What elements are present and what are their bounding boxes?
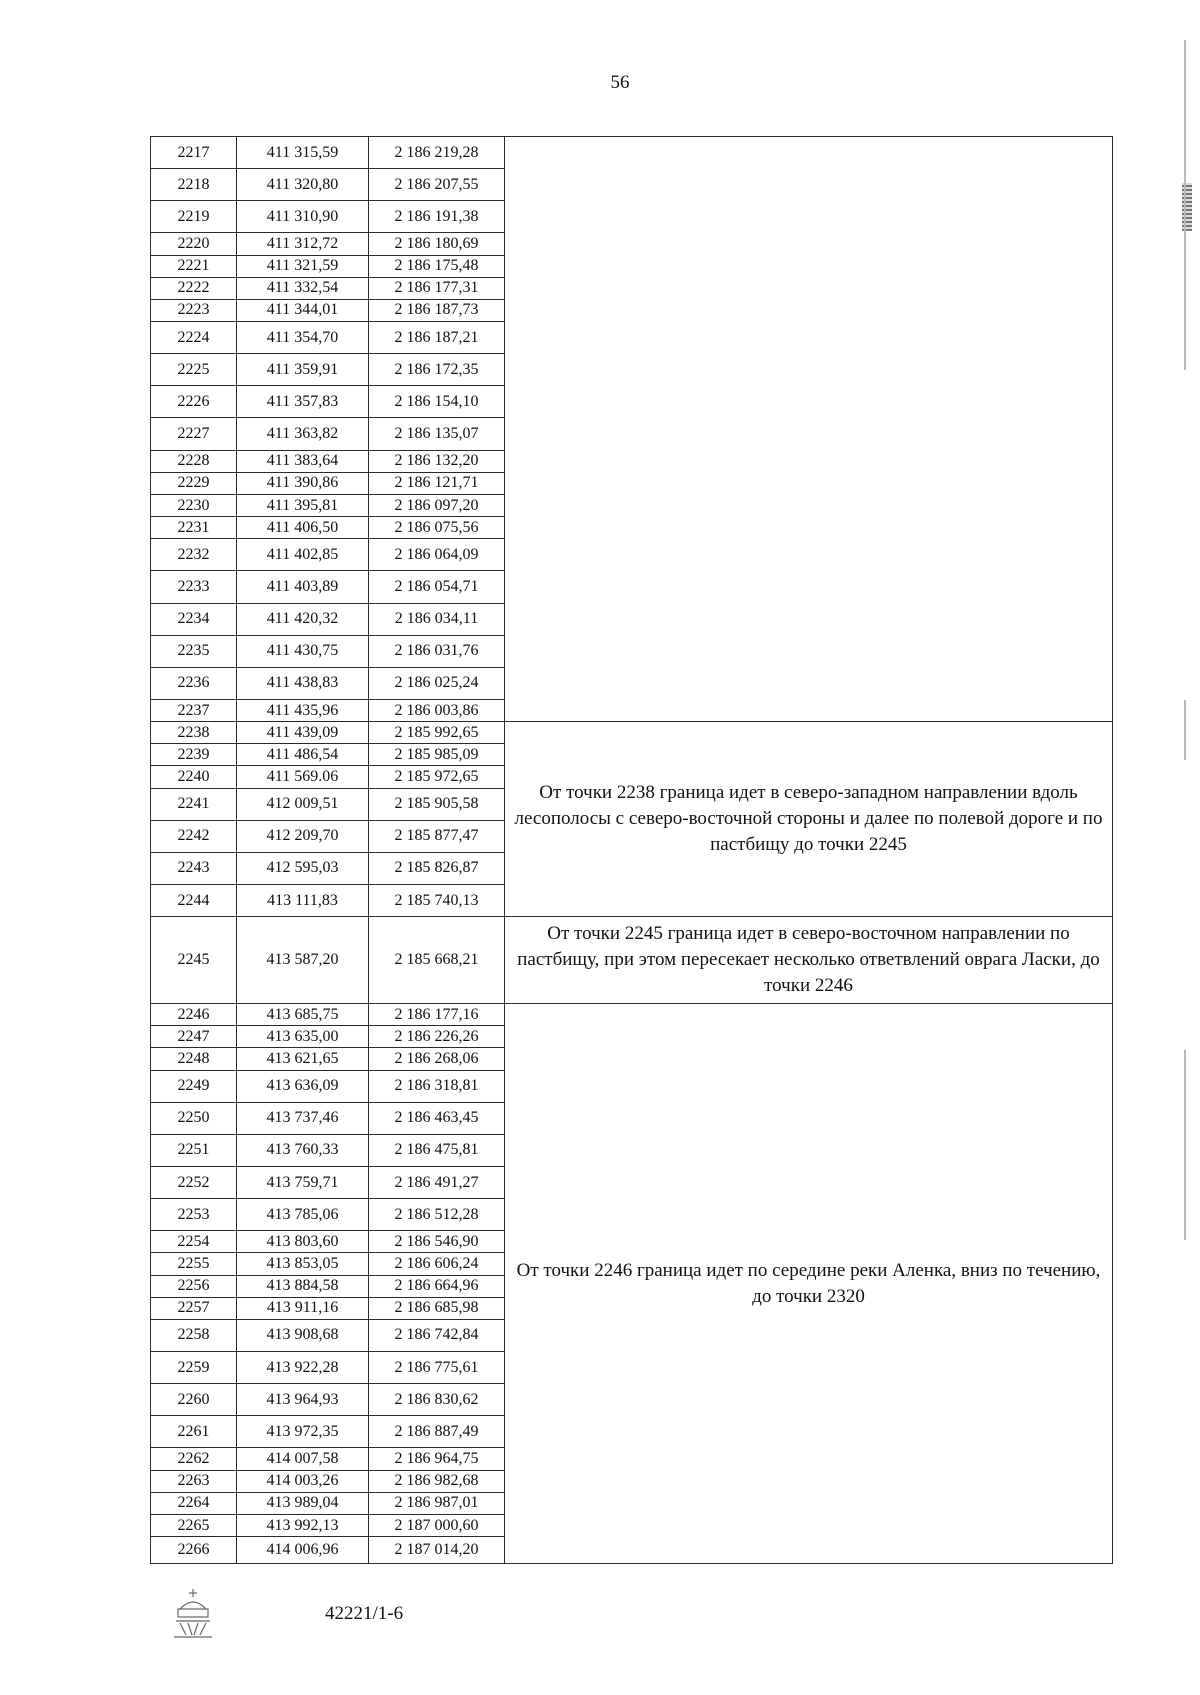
- x-coordinate-cell: 411 359,91: [237, 354, 369, 386]
- y-coordinate-cell: 2 185 877,47: [369, 820, 505, 852]
- x-coordinate-cell: 411 430,75: [237, 635, 369, 667]
- point-number-cell: 2237: [151, 699, 237, 721]
- point-number-cell: 2241: [151, 788, 237, 820]
- point-number-cell: 2240: [151, 766, 237, 788]
- scan-edge-mark: [1184, 1050, 1186, 1240]
- point-number-cell: 2244: [151, 884, 237, 916]
- x-coordinate-cell: 411 363,82: [237, 418, 369, 450]
- point-number-cell: 2256: [151, 1275, 237, 1297]
- x-coordinate-cell: 411 420,32: [237, 603, 369, 635]
- point-number-cell: 2235: [151, 635, 237, 667]
- point-number-cell: 2255: [151, 1253, 237, 1275]
- y-coordinate-cell: 2 186 546,90: [369, 1231, 505, 1253]
- point-number-cell: 2253: [151, 1199, 237, 1231]
- y-coordinate-cell: 2 185 668,21: [369, 917, 505, 1004]
- scan-edge-mark: [1184, 700, 1186, 760]
- x-coordinate-cell: 412 009,51: [237, 788, 369, 820]
- y-coordinate-cell: 2 186 025,24: [369, 667, 505, 699]
- table-row: [151, 917, 1113, 1004]
- y-coordinate-cell: 2 186 177,31: [369, 277, 505, 299]
- y-coordinate-cell: 2 186 830,62: [369, 1384, 505, 1416]
- x-coordinate-cell: 411 332,54: [237, 277, 369, 299]
- point-number-cell: 2245: [151, 917, 237, 1004]
- y-coordinate-cell: 2 186 154,10: [369, 386, 505, 418]
- point-number-cell: 2226: [151, 386, 237, 418]
- x-coordinate-cell: 414 007,58: [237, 1448, 369, 1470]
- point-number-cell: 2234: [151, 603, 237, 635]
- point-number-cell: 2257: [151, 1297, 237, 1319]
- x-coordinate-cell: 414 003,26: [237, 1470, 369, 1492]
- point-number-cell: 2233: [151, 571, 237, 603]
- boundary-description-cell: От точки 2245 граница идет в северо-восточном направлении по пастбищу, при этом пересекает несколько ответвлений оврага Ласки, до точки 2246: [505, 917, 1113, 1004]
- point-number-cell: 2248: [151, 1048, 237, 1070]
- table-row: [151, 722, 1113, 744]
- point-number-cell: 2262: [151, 1448, 237, 1470]
- y-coordinate-cell: 2 186 187,21: [369, 322, 505, 354]
- y-coordinate-cell: 2 186 685,98: [369, 1297, 505, 1319]
- point-number-cell: 2259: [151, 1352, 237, 1384]
- x-coordinate-cell: 411 344,01: [237, 299, 369, 321]
- point-number-cell: 2247: [151, 1026, 237, 1048]
- x-coordinate-cell: 411 321,59: [237, 255, 369, 277]
- y-coordinate-cell: 2 185 972,65: [369, 766, 505, 788]
- point-number-cell: 2249: [151, 1070, 237, 1102]
- y-coordinate-cell: 2 187 014,20: [369, 1537, 505, 1564]
- y-coordinate-cell: 2 186 268,06: [369, 1048, 505, 1070]
- point-number-cell: 2229: [151, 472, 237, 494]
- y-coordinate-cell: 2 186 742,84: [369, 1319, 505, 1351]
- x-coordinate-cell: 413 922,28: [237, 1352, 369, 1384]
- x-coordinate-cell: 411 438,83: [237, 667, 369, 699]
- x-coordinate-cell: 413 785,06: [237, 1199, 369, 1231]
- x-coordinate-cell: 412 595,03: [237, 852, 369, 884]
- boundary-coordinates-table: [150, 136, 1113, 1564]
- x-coordinate-cell: 413 635,00: [237, 1026, 369, 1048]
- y-coordinate-cell: 2 186 075,56: [369, 517, 505, 539]
- y-coordinate-cell: 2 186 207,55: [369, 169, 505, 201]
- y-coordinate-cell: 2 186 887,49: [369, 1416, 505, 1448]
- y-coordinate-cell: 2 186 172,35: [369, 354, 505, 386]
- point-number-cell: 2252: [151, 1167, 237, 1199]
- x-coordinate-cell: 411 354,70: [237, 322, 369, 354]
- x-coordinate-cell: 411 439,09: [237, 722, 369, 744]
- x-coordinate-cell: 413 964,93: [237, 1384, 369, 1416]
- point-number-cell: 2230: [151, 494, 237, 516]
- point-number-cell: 2236: [151, 667, 237, 699]
- x-coordinate-cell: 411 406,50: [237, 517, 369, 539]
- y-coordinate-cell: 2 186 664,96: [369, 1275, 505, 1297]
- x-coordinate-cell: 413 853,05: [237, 1253, 369, 1275]
- x-coordinate-cell: 413 989,04: [237, 1492, 369, 1514]
- x-coordinate-cell: 411 403,89: [237, 571, 369, 603]
- y-coordinate-cell: 2 186 987,01: [369, 1492, 505, 1514]
- emblem-logo: [168, 1585, 218, 1641]
- y-coordinate-cell: 2 186 132,20: [369, 450, 505, 472]
- y-coordinate-cell: 2 186 191,38: [369, 201, 505, 233]
- point-number-cell: 2221: [151, 255, 237, 277]
- y-coordinate-cell: 2 186 034,11: [369, 603, 505, 635]
- x-coordinate-cell: 411 312,72: [237, 233, 369, 255]
- y-coordinate-cell: 2 186 318,81: [369, 1070, 505, 1102]
- point-number-cell: 2232: [151, 539, 237, 571]
- x-coordinate-cell: 411 310,90: [237, 201, 369, 233]
- point-number-cell: 2264: [151, 1492, 237, 1514]
- point-number-cell: 2219: [151, 201, 237, 233]
- x-coordinate-cell: 411 569.06: [237, 766, 369, 788]
- boundary-description-cell: [505, 137, 1113, 722]
- point-number-cell: 2223: [151, 299, 237, 321]
- x-coordinate-cell: 413 621,65: [237, 1048, 369, 1070]
- y-coordinate-cell: 2 186 097,20: [369, 494, 505, 516]
- x-coordinate-cell: 412 209,70: [237, 820, 369, 852]
- x-coordinate-cell: 411 435,96: [237, 699, 369, 721]
- point-number-cell: 2250: [151, 1102, 237, 1134]
- point-number-cell: 2246: [151, 1004, 237, 1026]
- point-number-cell: 2260: [151, 1384, 237, 1416]
- x-coordinate-cell: 413 111,83: [237, 884, 369, 916]
- x-coordinate-cell: 413 992,13: [237, 1514, 369, 1536]
- x-coordinate-cell: 413 685,75: [237, 1004, 369, 1026]
- boundary-description-cell: От точки 2246 граница идет по середине реки Аленка, вниз по течению, до точки 2320: [505, 1004, 1113, 1564]
- point-number-cell: 2254: [151, 1231, 237, 1253]
- x-coordinate-cell: 411 486,54: [237, 744, 369, 766]
- y-coordinate-cell: 2 187 000,60: [369, 1514, 505, 1536]
- boundary-description-cell: От точки 2238 граница идет в северо-западном направлении вдоль лесополосы с северо-восточной стороны и далее по полевой дороге и по пастбищу до точки 2245: [505, 722, 1113, 917]
- y-coordinate-cell: 2 185 905,58: [369, 788, 505, 820]
- x-coordinate-cell: 414 006,96: [237, 1537, 369, 1564]
- point-number-cell: 2263: [151, 1470, 237, 1492]
- y-coordinate-cell: 2 186 121,71: [369, 472, 505, 494]
- document-code: 42221/1-6: [325, 1603, 404, 1624]
- y-coordinate-cell: 2 186 512,28: [369, 1199, 505, 1231]
- x-coordinate-cell: 411 315,59: [237, 137, 369, 169]
- x-coordinate-cell: 413 760,33: [237, 1134, 369, 1166]
- y-coordinate-cell: 2 186 135,07: [369, 418, 505, 450]
- y-coordinate-cell: 2 186 054,71: [369, 571, 505, 603]
- point-number-cell: 2265: [151, 1514, 237, 1536]
- x-coordinate-cell: 411 320,80: [237, 169, 369, 201]
- y-coordinate-cell: 2 186 031,76: [369, 635, 505, 667]
- y-coordinate-cell: 2 186 463,45: [369, 1102, 505, 1134]
- x-coordinate-cell: 411 395,81: [237, 494, 369, 516]
- point-number-cell: 2261: [151, 1416, 237, 1448]
- y-coordinate-cell: 2 186 064,09: [369, 539, 505, 571]
- y-coordinate-cell: 2 186 226,26: [369, 1026, 505, 1048]
- y-coordinate-cell: 2 186 187,73: [369, 299, 505, 321]
- y-coordinate-cell: 2 185 826,87: [369, 852, 505, 884]
- point-number-cell: 2225: [151, 354, 237, 386]
- x-coordinate-cell: 413 911,16: [237, 1297, 369, 1319]
- y-coordinate-cell: 2 186 180,69: [369, 233, 505, 255]
- point-number-cell: 2220: [151, 233, 237, 255]
- point-number-cell: 2242: [151, 820, 237, 852]
- point-number-cell: 2238: [151, 722, 237, 744]
- page-number: 56: [610, 72, 630, 93]
- y-coordinate-cell: 2 186 775,61: [369, 1352, 505, 1384]
- x-coordinate-cell: 413 884,58: [237, 1275, 369, 1297]
- point-number-cell: 2258: [151, 1319, 237, 1351]
- point-number-cell: 2218: [151, 169, 237, 201]
- y-coordinate-cell: 2 185 992,65: [369, 722, 505, 744]
- y-coordinate-cell: 2 186 982,68: [369, 1470, 505, 1492]
- x-coordinate-cell: 411 390,86: [237, 472, 369, 494]
- y-coordinate-cell: 2 186 219,28: [369, 137, 505, 169]
- y-coordinate-cell: 2 185 985,09: [369, 744, 505, 766]
- y-coordinate-cell: 2 186 606,24: [369, 1253, 505, 1275]
- table-row: [151, 1004, 1113, 1026]
- x-coordinate-cell: 411 383,64: [237, 450, 369, 472]
- x-coordinate-cell: 411 402,85: [237, 539, 369, 571]
- point-number-cell: 2239: [151, 744, 237, 766]
- x-coordinate-cell: 413 972,35: [237, 1416, 369, 1448]
- point-number-cell: 2266: [151, 1537, 237, 1564]
- x-coordinate-cell: 413 759,71: [237, 1167, 369, 1199]
- point-number-cell: 2224: [151, 322, 237, 354]
- x-coordinate-cell: 413 587,20: [237, 917, 369, 1004]
- x-coordinate-cell: 413 803,60: [237, 1231, 369, 1253]
- point-number-cell: 2217: [151, 137, 237, 169]
- y-coordinate-cell: 2 186 177,16: [369, 1004, 505, 1026]
- x-coordinate-cell: 413 908,68: [237, 1319, 369, 1351]
- point-number-cell: 2228: [151, 450, 237, 472]
- table-row: [151, 137, 1113, 169]
- point-number-cell: 2251: [151, 1134, 237, 1166]
- y-coordinate-cell: 2 186 491,27: [369, 1167, 505, 1199]
- y-coordinate-cell: 2 185 740,13: [369, 884, 505, 916]
- y-coordinate-cell: 2 186 964,75: [369, 1448, 505, 1470]
- point-number-cell: 2227: [151, 418, 237, 450]
- scan-edge-mark: [1184, 40, 1186, 370]
- point-number-cell: 2243: [151, 852, 237, 884]
- y-coordinate-cell: 2 186 475,81: [369, 1134, 505, 1166]
- y-coordinate-cell: 2 186 003,86: [369, 699, 505, 721]
- point-number-cell: 2222: [151, 277, 237, 299]
- x-coordinate-cell: 413 636,09: [237, 1070, 369, 1102]
- x-coordinate-cell: 413 737,46: [237, 1102, 369, 1134]
- y-coordinate-cell: 2 186 175,48: [369, 255, 505, 277]
- x-coordinate-cell: 411 357,83: [237, 386, 369, 418]
- point-number-cell: 2231: [151, 517, 237, 539]
